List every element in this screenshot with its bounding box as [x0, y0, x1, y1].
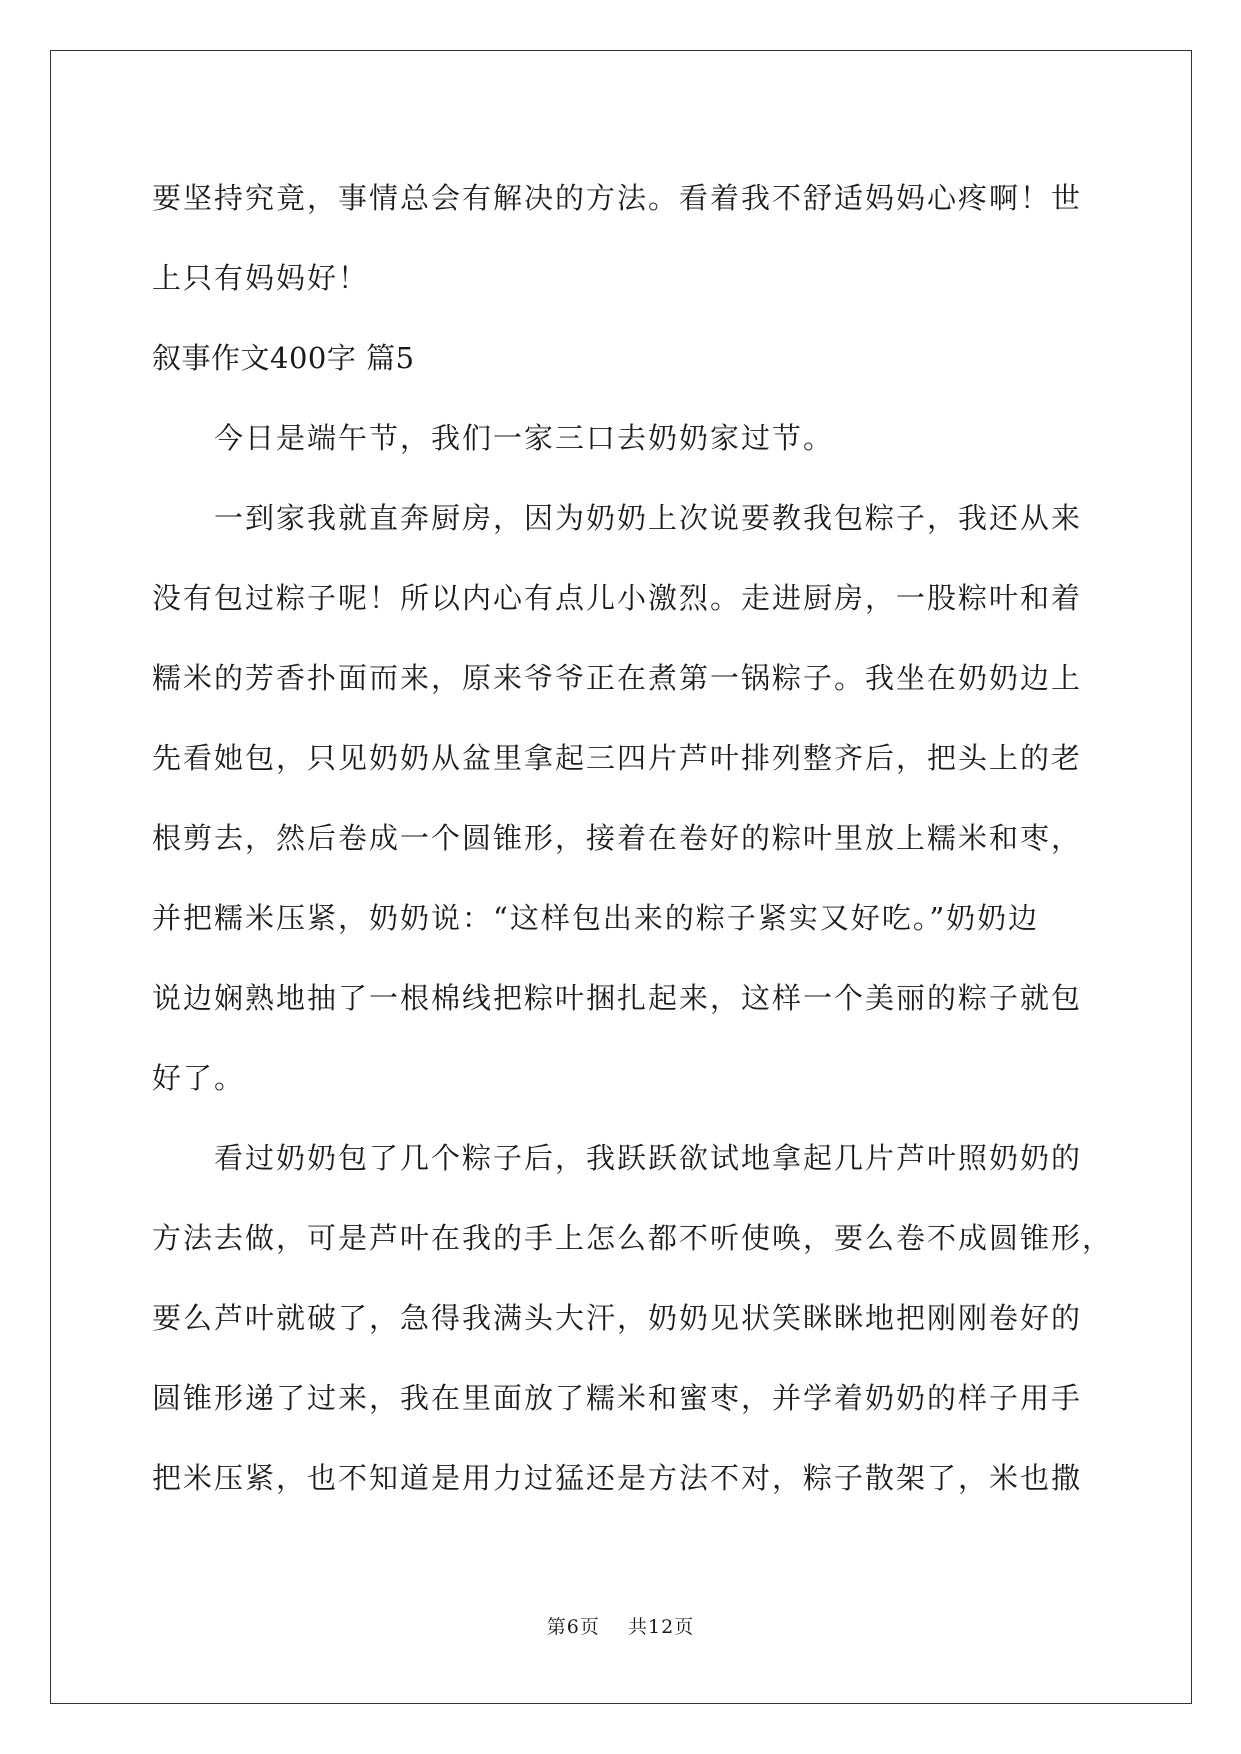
text-line: 要坚持究竟，事情总会有解决的方法。看着我不舒适妈妈心疼啊！世	[152, 181, 1083, 215]
paragraph-line: 方法去做，可是芦叶在我的手上怎么都不听使唤，要么卷不成圆锥形，	[152, 1221, 1114, 1255]
paragraph-line: 根剪去，然后卷成一个圆锥形，接着在卷好的粽叶里放上糯米和枣，	[152, 821, 1083, 855]
paragraph-line: 说边娴熟地抽了一根棉线把粽叶捆扎起来，这样一个美丽的粽子就包	[152, 981, 1083, 1015]
section-heading: 叙事作文400字 篇5	[152, 341, 415, 375]
page-footer	[0, 1612, 1241, 1639]
paragraph-line: 圆锥形递了过来，我在里面放了糯米和蜜枣，并学着奶奶的样子用手	[152, 1381, 1083, 1415]
paragraph-line: 好了。	[152, 1061, 246, 1095]
paragraph-line: 没有包过粽子呢！所以内心有点儿小激烈。走进厨房，一股粽叶和着	[152, 581, 1083, 615]
paragraph-line: 今日是端午节，我们一家三口去奶奶家过节。	[214, 421, 835, 455]
paragraph-line: 看过奶奶包了几个粽子后，我跃跃欲试地拿起几片芦叶照奶奶的	[214, 1141, 1083, 1175]
document-body	[152, 158, 1114, 1518]
page-total: 共12页	[628, 1616, 695, 1638]
paragraph-line: 糯米的芳香扑面而来，原来爷爷正在煮第一锅粽子。我坐在奶奶边上	[152, 661, 1083, 695]
text-line: 上只有妈妈好！	[152, 261, 370, 295]
paragraph-line: 先看她包，只见奶奶从盆里拿起三四片芦叶排列整齐后，把头上的老	[152, 741, 1083, 775]
page-number: 第6页	[546, 1616, 600, 1638]
paragraph-line: 要么芦叶就破了，急得我满头大汗，奶奶见状笑眯眯地把刚刚卷好的	[152, 1301, 1083, 1335]
paragraph-line: 一到家我就直奔厨房，因为奶奶上次说要教我包粽子，我还从来	[214, 501, 1083, 535]
paragraph-line: 把米压紧，也不知道是用力过猛还是方法不对，粽子散架了，米也撒	[152, 1461, 1083, 1495]
paragraph-line: 并把糯米压紧，奶奶说：“这样包出来的粽子紧实又好吃。”奶奶边	[152, 901, 1040, 935]
